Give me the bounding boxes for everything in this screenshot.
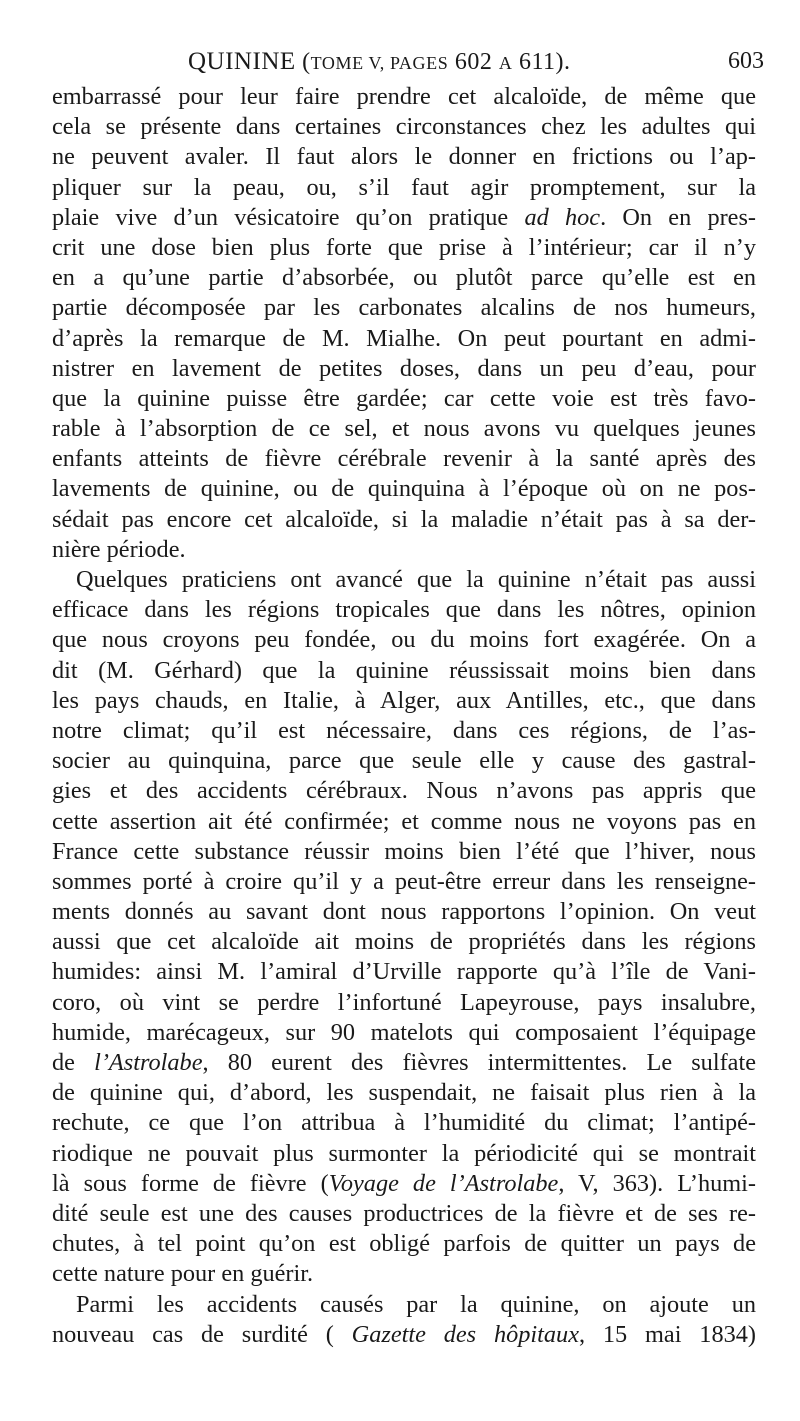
text-line: cela se présente dans certaines circonstances chez les adultes qui: [52, 113, 756, 141]
text-line: nistrer en lavement de petites doses, dans un peu d’eau, pour: [52, 354, 756, 382]
italic-gazette: Gazette des hôpitaux: [351, 1320, 579, 1348]
text-line: cette assertion ait été confirmée; et comme nous ne voyons pas en: [52, 807, 756, 835]
text-line: les pays chauds, en Italie, à Alger, aux Antilles, etc., que dans: [52, 686, 756, 714]
text-segment: , 15 mai 1834): [578, 1320, 756, 1348]
text-line: efficace dans les régions tropicales que dans les nôtres, opinion: [52, 596, 756, 624]
body-text: [52, 82, 756, 1350]
text-line: [52, 1048, 756, 1078]
text-segment: . On en pres-: [600, 203, 757, 231]
text-line: coro, où vint se perdre l’infortuné Lapeyrouse, pays insalubre,: [52, 988, 756, 1016]
running-head-paren: (: [295, 49, 311, 75]
text-line: enfants atteints de fièvre cérébrale revenir à la santé après des: [52, 445, 756, 473]
text-line: humides: ainsi M. l’amiral d’Urville rapporte qu’à l’île de Vani-: [52, 958, 756, 986]
text-line: que nous croyons peu fondée, ou du moins fort exagérée. On a: [52, 626, 756, 654]
running-head-title: [188, 48, 571, 76]
text-segment: , V, 363). L’humi-: [558, 1169, 756, 1197]
text-line: crit une dose bien plus forte que prise à l’intérieur; car il n’y: [52, 233, 756, 261]
text-segment: , 80 eurent des fièvres intermittentes. Le sulfate: [202, 1049, 756, 1076]
text-line: sommes porté à croire qu’il y a peut-être erreur dans les renseigne-: [52, 867, 756, 895]
running-head-pages: 602: [448, 49, 499, 75]
italic-voyage: Voyage de l’Astrolabe: [328, 1169, 559, 1197]
text-line: que la quinine puisse être gardée; car cette voie est très favo-: [52, 384, 756, 412]
text-line: d’après la remarque de M. Mialhe. On peut pourtant en admi-: [52, 324, 756, 352]
paragraph-first-line: Quelques praticiens ont avancé que la quinine n’était pas aussi: [76, 566, 756, 593]
text-line: [52, 1169, 756, 1199]
text-line: [52, 203, 756, 233]
text-line: lavements de quinine, ou de quinquina à l’époque où on ne pos-: [52, 475, 756, 503]
text-line: chutes, à tel point qu’on est obligé parfois de quitter un pays de: [52, 1230, 756, 1258]
text-line: dit (M. Gérhard) que la quinine réussissait moins bien dans: [52, 656, 756, 684]
text-line: ments donnés au savant dont nous rapportons l’opinion. On veut: [52, 898, 756, 926]
text-line: riodique ne pouvait plus surmonter la périodicité qui se montrait: [52, 1139, 756, 1167]
text-segment: plaie vive d’un vésicatoire qu’on pratique: [52, 203, 509, 231]
text-segment: de: [52, 1049, 75, 1076]
text-line: sédait pas encore cet alcaloïde, si la maladie n’était pas à sa der-: [52, 505, 756, 533]
running-head-tome: TOME V, PAGES: [310, 53, 449, 73]
text-line: partie décomposée par les carbonates alcalins de nos humeurs,: [52, 294, 756, 322]
text-line: [52, 1320, 756, 1350]
text-line: nière période.: [52, 535, 186, 563]
italic-ad-hoc: ad hoc: [524, 203, 601, 231]
text-line: rechute, ce que l’on attribua à l’humidité du climat; l’antipé-: [52, 1109, 756, 1137]
text-line: pliquer sur la peau, ou, s’il faut agir promptement, sur la: [52, 173, 756, 201]
text-line: cette nature pour en guérir.: [52, 1260, 314, 1288]
text-line: en a qu’une partie d’absorbée, ou plutôt parce qu’elle est en: [52, 264, 756, 292]
text-line: ne peuvent avaler. Il faut alors le donner en frictions ou l’ap-: [52, 143, 756, 171]
text-line: socier au quinquina, parce que seule elle y cause des gastral-: [52, 747, 756, 775]
text-line: aussi que cet alcaloïde ait moins de propriétés dans les régions: [52, 928, 756, 956]
text-line: notre climat; qu’il est nécessaire, dans ces régions, de l’as-: [52, 716, 756, 744]
text-line: embarrassé pour leur faire prendre cet alcaloïde, de même que: [52, 83, 756, 110]
text-line: de quinine qui, d’abord, les suspendait, ne faisait plus rien à la: [52, 1079, 756, 1107]
text-line: rable à l’absorption de ce sel, et nous avons vu quelques jeunes: [52, 415, 756, 443]
paragraph-first-line: Parmi les accidents causés par la quinine, on ajoute un: [76, 1290, 756, 1318]
text-line: gies et des accidents cérébraux. Nous n’avons pas appris que: [52, 777, 756, 805]
running-head-a: A: [498, 53, 513, 73]
italic-astrolabe: l’Astrolabe: [94, 1049, 203, 1076]
text-line: dité seule est une des causes productrices de la fièvre et de ses re-: [52, 1199, 756, 1227]
page-number: 603: [728, 48, 764, 74]
text-segment: là sous forme de fièvre (: [52, 1169, 329, 1197]
running-head-end: 611).: [512, 49, 571, 75]
text-line: humide, marécageux, sur 90 matelots qui composaient l’équipage: [52, 1018, 756, 1046]
running-head-title-main: QUININE: [188, 48, 296, 75]
text-segment: nouveau cas de surdité (: [52, 1320, 334, 1348]
text-line: France cette substance réussir moins bien l’été que l’hiver, nous: [52, 837, 756, 865]
